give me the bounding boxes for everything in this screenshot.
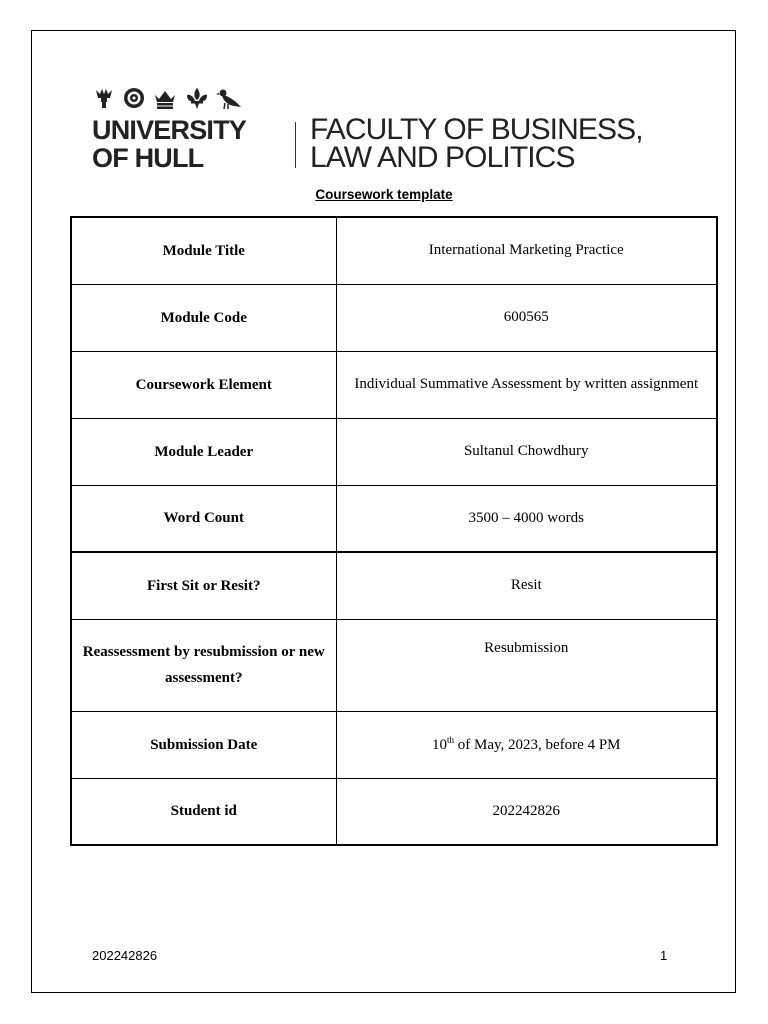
fleur-de-lis-icon xyxy=(184,86,210,110)
row-label: Coursework Element xyxy=(71,351,336,418)
table-row xyxy=(71,351,717,418)
university-logo xyxy=(92,86,672,178)
crest-icons xyxy=(92,86,242,110)
row-label: Submission Date xyxy=(71,711,336,778)
table-row xyxy=(71,217,717,284)
table-row xyxy=(71,485,717,552)
row-value: 202242826 xyxy=(336,778,717,845)
university-name xyxy=(92,116,246,172)
row-label: Module Leader xyxy=(71,418,336,485)
row-label: Reassessment by resubmission or new assessment? xyxy=(71,619,336,711)
row-label: Module Title xyxy=(71,217,336,284)
faculty-name-line2: LAW AND POLITICS xyxy=(310,141,575,174)
row-value: 600565 xyxy=(336,284,717,351)
date-rest: of May, 2023, before 4 PM xyxy=(454,737,621,753)
university-name-line2: OF HULL xyxy=(92,143,204,173)
table-row xyxy=(71,711,717,778)
row-value: Resubmission xyxy=(336,619,717,711)
rose-icon xyxy=(122,86,146,110)
document-title: Coursework template xyxy=(315,187,453,202)
row-value: Resit xyxy=(336,552,717,619)
university-name-line1: UNIVERSITY xyxy=(92,115,247,145)
table-row xyxy=(71,778,717,845)
row-label: Student id xyxy=(71,778,336,845)
row-label: First Sit or Resit? xyxy=(71,552,336,619)
table-row xyxy=(71,619,717,711)
faculty-name xyxy=(310,113,643,174)
table-row xyxy=(71,552,717,619)
footer-student-id: 202242826 xyxy=(92,948,158,963)
date-day: 10 xyxy=(431,737,447,753)
row-value: International Marketing Practice xyxy=(336,217,717,284)
row-value: Sultanul Chowdhury xyxy=(336,418,717,485)
row-label: Module Code xyxy=(71,284,336,351)
page-number: 1 xyxy=(660,948,668,963)
table-row xyxy=(71,418,717,485)
faculty-name-line1: FACULTY OF BUSINESS, xyxy=(310,113,643,146)
row-label: Word Count xyxy=(71,485,336,552)
row-value xyxy=(336,711,717,778)
flame-icon xyxy=(92,86,116,110)
coursework-info-table xyxy=(70,216,718,846)
row-value: Individual Summative Assessment by written assignment xyxy=(336,351,717,418)
bird-icon xyxy=(216,86,242,110)
crown-icon xyxy=(152,86,178,110)
date-ordinal-suffix: th xyxy=(446,735,454,745)
logo-divider xyxy=(295,122,296,168)
table-row xyxy=(71,284,717,351)
row-value: 3500 – 4000 words xyxy=(336,485,717,552)
